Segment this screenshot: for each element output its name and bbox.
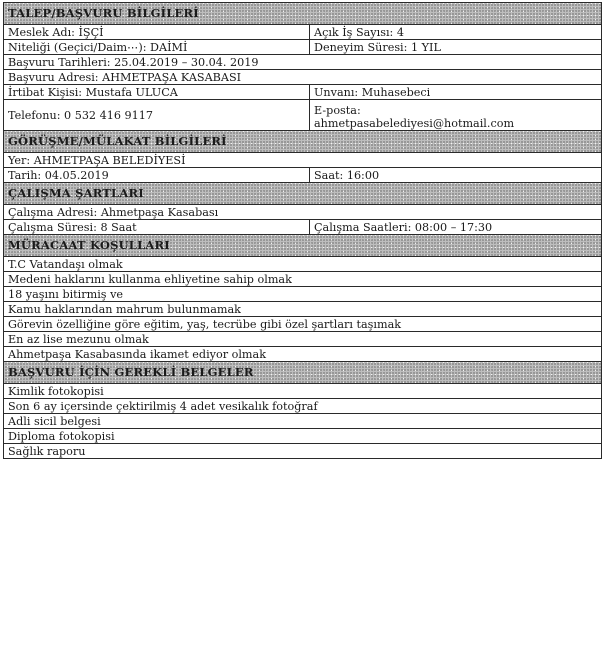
eposta-value: ahmetpasabelediyesi@hotmail.com xyxy=(314,117,515,130)
belge-item: Sağlık raporu xyxy=(4,444,602,459)
section-heading-calisma: ÇALIŞMA ŞARTLARI xyxy=(4,183,602,205)
muracaat-item: Görevin özelliğine göre eğitim, yaş, tecrübe gibi özel şartları taşımak xyxy=(4,317,602,332)
form-table xyxy=(3,2,602,459)
muracaat-item: 18 yaşını bitirmiş ve xyxy=(4,287,602,302)
niteligi: Niteliği (Geçici/Daim⋯): DAİMİ xyxy=(4,40,310,55)
unvani: Unvanı: Muhasebeci xyxy=(310,85,602,100)
belge-item: Diploma fotokopisi xyxy=(4,429,602,444)
eposta-label: E-posta: xyxy=(314,104,361,117)
belge-item: Kimlik fotokopisi xyxy=(4,384,602,399)
belge-item: Son 6 ay içersinde çektirilmiş 4 adet vesikalık fotoğraf xyxy=(4,399,602,414)
muracaat-item: Ahmetpaşa Kasabasında ikamet ediyor olmak xyxy=(4,347,602,362)
muracaat-item: En az lise mezunu olmak xyxy=(4,332,602,347)
gorusme-saat: Saat: 16:00 xyxy=(310,168,602,183)
section-heading-talep: TALEP/BAŞVURU BİLGİLERİ xyxy=(4,3,602,25)
basvuru-tarihleri: Başvuru Tarihleri: 25.04.2019 – 30.04. 2019 xyxy=(4,55,602,70)
gorusme-tarih: Tarih: 04.05.2019 xyxy=(4,168,310,183)
telefonu: Telefonu: 0 532 416 9117 xyxy=(4,100,310,131)
acik-is-sayisi: Açık İş Sayısı: 4 xyxy=(310,25,602,40)
basvuru-adresi: Başvuru Adresi: AHMETPAŞA KASABASI xyxy=(4,70,602,85)
calisma-adresi: Çalışma Adresi: Ahmetpaşa Kasabası xyxy=(4,205,602,220)
muracaat-item: Medeni haklarını kullanma ehliyetine sahip olmak xyxy=(4,272,602,287)
calisma-suresi: Çalışma Süresi: 8 Saat xyxy=(4,220,310,235)
belge-item: Adli sicil belgesi xyxy=(4,414,602,429)
calisma-saatleri: Çalışma Saatleri: 08:00 – 17:30 xyxy=(310,220,602,235)
irtibat-kisisi: İrtibat Kişisi: Mustafa ULUCA xyxy=(4,85,310,100)
eposta-cell xyxy=(310,100,602,131)
section-heading-gorusme: GÖRÜŞME/MÜLAKAT BİLGİLERİ xyxy=(4,131,602,153)
job-posting-form xyxy=(3,2,603,459)
deneyim-suresi: Deneyim Süresi: 1 YIL xyxy=(310,40,602,55)
section-heading-belgeler: BAŞVURU İÇİN GEREKLİ BELGELER xyxy=(4,362,602,384)
muracaat-item: Kamu haklarından mahrum bulunmamak xyxy=(4,302,602,317)
muracaat-item: T.C Vatandaşı olmak xyxy=(4,257,602,272)
meslek-adi: Meslek Adı: İŞÇİ xyxy=(4,25,310,40)
gorusme-yer: Yer: AHMETPAŞA BELEDİYESİ xyxy=(4,153,602,168)
section-heading-muracaat: MÜRACAAT KOŞULLARI xyxy=(4,235,602,257)
